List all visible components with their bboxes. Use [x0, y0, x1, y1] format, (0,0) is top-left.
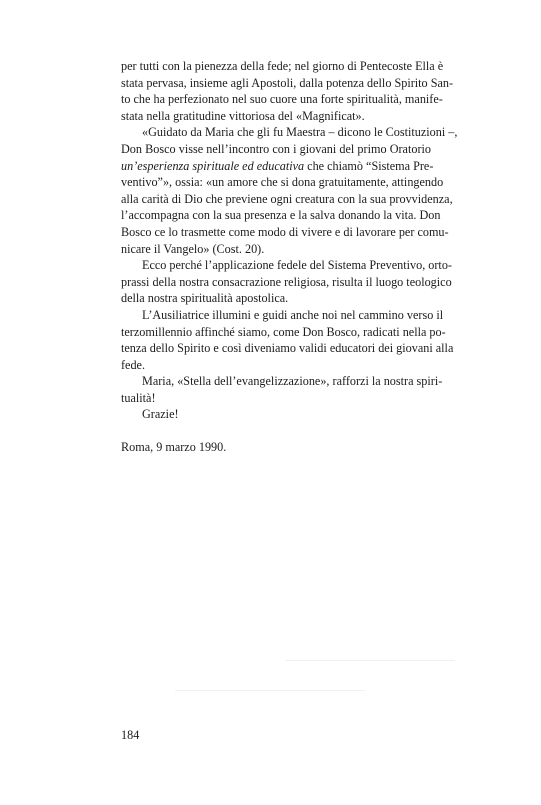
text-line: Don Bosco visse nell’incontro con i giovani del primo Oratorio: [121, 141, 431, 156]
text-line: per tutti con la pienezza della fede; nel giorno di Pentecoste Ella è: [121, 59, 444, 73]
text-line: Grazie!: [142, 407, 179, 422]
text-line: Maria, «Stella dell’evangelizzazione», rafforzi la nostra spiri-: [142, 374, 443, 389]
text-line: tenza dello Spirito e così diveniamo validi educatori dei giovani alla: [121, 341, 454, 356]
text-line: terzomillennio affinché siamo, come Don Bosco, radicati nella po-: [121, 324, 446, 339]
page-number: 184: [121, 728, 140, 742]
paragraph-4: [121, 307, 454, 373]
text-line: to che ha perfezionato nel suo cuore una forte spiritualità, manife-: [121, 92, 443, 107]
signoff-date: [121, 439, 431, 456]
paragraph-5: [121, 373, 443, 406]
text-line: Bosco ce lo trasmette come modo di vivere e di lavorare per comu-: [121, 224, 449, 239]
text-line: prassi della nostra consacrazione religiosa, risulta il luogo teologico: [121, 274, 452, 289]
paragraph-3: [121, 257, 452, 307]
show-through-mark: [285, 660, 455, 661]
italic-phrase: un’esperienza spirituale ed educativa: [121, 158, 305, 173]
page-text-body: [121, 58, 458, 456]
text-line: ventivo”», ossia: «un amore che si dona gratuitamente, attingendo: [121, 175, 444, 190]
text-line: l’accompagna con la sua presenza e la salva donando la vita. Don: [121, 208, 441, 223]
paragraph-1: [121, 58, 454, 124]
text-line: fede.: [121, 357, 146, 372]
signoff-text: Roma, 9 marzo 1990.: [121, 440, 227, 455]
text-line: alla carità di Dio che previene ogni creatura con la sua provvidenza,: [121, 191, 453, 206]
text-line: «Guidato da Maria che gli fu Maestra – dicono le Costituzioni –,: [142, 125, 458, 140]
text-line: tualità!: [121, 390, 156, 405]
text-line-with-italic: [121, 158, 434, 175]
paragraph-2: [121, 124, 458, 257]
show-through-mark: [175, 690, 365, 691]
text-line: nicare il Vangelo» (Cost. 20).: [121, 241, 265, 256]
text-line: L’Ausiliatrice illumini e guidi anche noi nel cammino verso il: [142, 307, 444, 322]
text-line: stata pervasa, insieme agli Apostoli, dalla potenza dello Spirito San-: [121, 75, 454, 90]
text-fragment: che chiamò “Sistema Pre-: [304, 158, 434, 173]
paragraph-6: [121, 406, 431, 423]
text-line: stata nella gratitudine vittoriosa del «Magnificat».: [121, 108, 365, 123]
text-line: della nostra spiritualità apostolica.: [121, 291, 289, 306]
text-line: Ecco perché l’applicazione fedele del Sistema Preventivo, orto-: [142, 258, 452, 273]
